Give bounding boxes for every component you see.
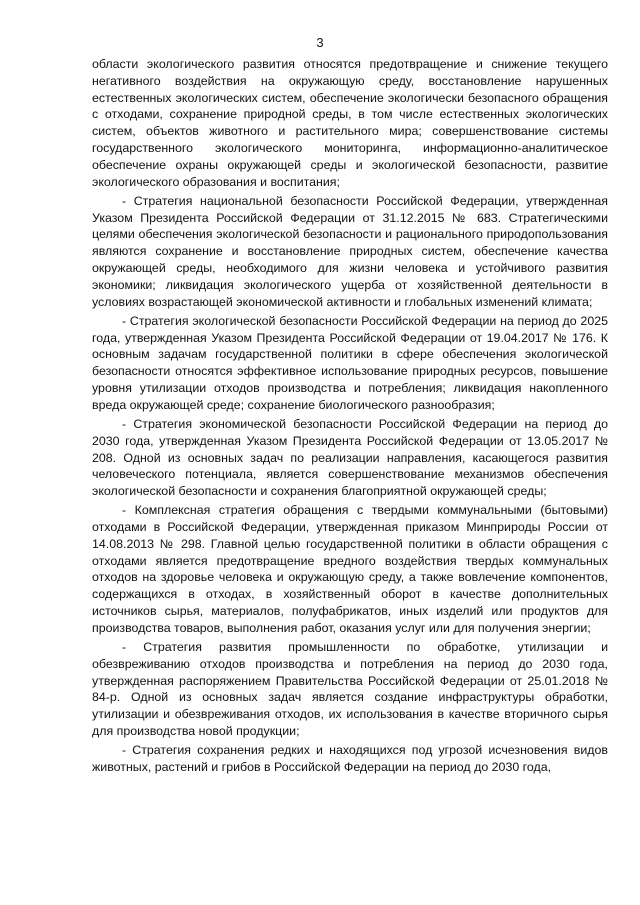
page-number: 3 (316, 35, 324, 50)
paragraph-ecological-security-strategy: - Стратегия экологической безопасности Российской Федерации на период до 2025 года, утвержденная Указом Президента Российской Федерации от 19.04.2017 № 176. К основным задачам государственной политики в сфере обеспечения экологической безопасности относятся эффективное использование природных ресурсов, повышение уровня утилизации отходов производства и потребления; ликвидация накопленного вреда окружающей среде; сохранение биологического разнообразия; (92, 313, 608, 412)
paragraph-continued-ecology-development: области экологического развития относятся предотвращение и снижение текущего негативного воздействия на окружающую среду, восстановление нарушенных естественных экологических систем, обеспечение экологически безопасного обращения с отходами, сохранение природной среды, в том числе естественных экологических систем, объектов животного и растительного мира; совершенствование системы государственного экологического мониторинга, информационно-аналитическое обеспечение охраны окружающей среды и экологической безопасности, развитие экологического образования и воспитания; (92, 57, 608, 189)
paragraph-economic-security-strategy: - Стратегия экономической безопасности Российской Федерации на период до 2030 года, утвержденная Указом Президента Российской Федерации от 13.05.2017 № 208. Одной из основных задач по реализации направления, касающегося развития человеческого потенциала, является совершенствование механизмов обеспечения экологической безопасности и сохранения благоприятной окружающей среды; (92, 416, 608, 499)
paragraph-waste-industry-strategy: - Стратегия развития промышленности по обработке, утилизации и обезвреживанию отходов производства и потребления на период до 2030 года, утвержденная распоряжением Правительства Российской Федерации от 25.01.2018 № 84-р. Одной из основных задач является создание инфраструктуры обработки, утилизации и обезвреживания отходов, их использования в качестве вторичного сырья для производства новой продукции; (92, 640, 608, 739)
paragraph-solid-waste-strategy: - Комплексная стратегия обращения с твердыми коммунальными (бытовыми) отходами в Российской Федерации, утвержденная приказом Минприроды России от 14.08.2013 № 298. Главной целью государственной политики в области обращения с отходами является предотвращение вредного воздействия твердых коммунальных отходов на здоровье человека и окружающую среду, а также вовлечение компонентов, содержащихся в отходах, в хозяйственный оборот в качестве дополнительных источников сырья, материалов, полуфабрикатов, иных изделий или продуктов для производства товаров, выполнения работ, оказания услуг или для получения энергии; (92, 503, 608, 635)
paragraph-rare-species-strategy: - Стратегия сохранения редких и находящихся под угрозой исчезновения видов животных, растений и грибов в Российской Федерации на период до 2030 года, (92, 743, 608, 775)
document-body (92, 56, 608, 778)
paragraph-national-security-strategy: - Стратегия национальной безопасности Российской Федерации, утвержденная Указом Президента Российской Федерации от 31.12.2015 № 683. Стратегическими целями обеспечения экологической безопасности и рационального природопользования являются сохранение и восстановление природных систем, обеспечение качества окружающей среды, необходимого для жизни человека и устойчивого развития экономики; ликвидация экологического ущерба от хозяйственной деятельности в условиях возрастающей экономической активности и глобальных изменений климата; (92, 193, 608, 309)
